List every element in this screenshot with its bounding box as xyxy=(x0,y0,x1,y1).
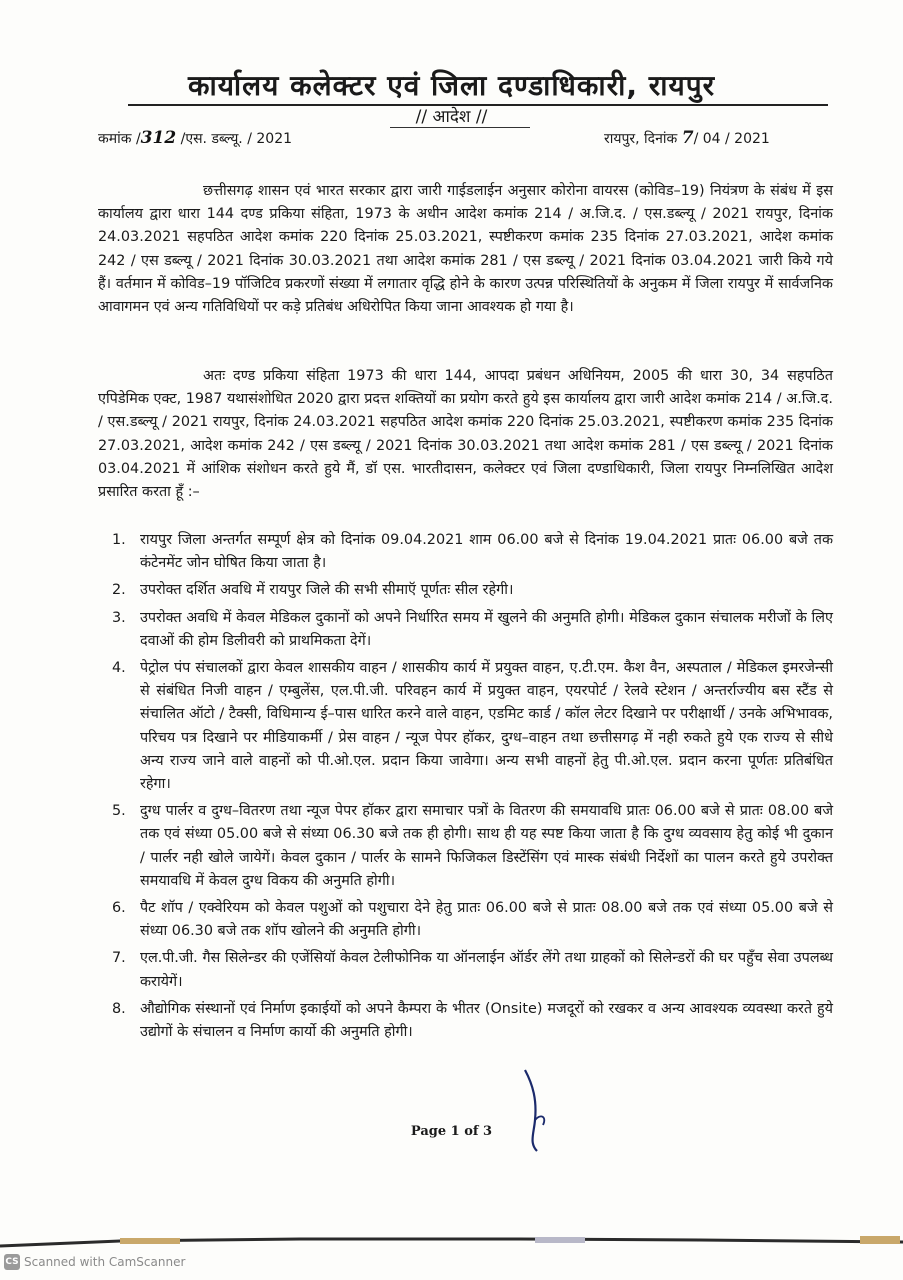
reference-number-suffix: /एस. डब्ल्यू. / 2021 xyxy=(176,131,293,147)
office-title: कार्यालय कलेक्टर एवं जिला दण्डाधिकारी, रायपुर xyxy=(187,69,716,102)
list-item-number: 1. xyxy=(112,532,126,548)
list-item-text: दुग्ध पार्लर व दुग्ध–वितरण तथा न्यूज पेपर हॉकर द्वारा समाचार पत्रों के वितरण की समयावधि प्रातः 06.00 बजे से प्रातः 08.00 बजे तक एवं संध्या 05.00 बजे से संध्या 06.30 बजे तक ही होगी। साथ ही यह स्पष्ट किया जाता है कि दुग्ध व्यवसाय हेतु कोई भी दुकान / पार्लर नही खोले जायेगें। केवल दुकान / पार्लर के सामने फिजिकल डिस्टेंसिंग एवं मास्क संबंधी निर्देशों का पालन करते हुये उपरोक्त समयावधि में केवल दुग्ध विकय की अनुमति होगी। xyxy=(140,803,833,889)
list-item-text: पैट शॉप / एक्वेरियम को केवल पशुओं को पशुचारा देने हेतु प्रातः 06.00 बजे से प्रातः 08.00 बजे तक एवं संध्या 05.00 बजे से संध्या 06.30 बजे तक शॉप खोलने की अनुमति होगी। xyxy=(140,900,833,940)
list-item xyxy=(98,998,833,1044)
reference-date-day: 7 xyxy=(681,128,694,148)
list-item xyxy=(98,947,833,993)
camscanner-watermark xyxy=(4,1254,185,1270)
camscanner-text: Scanned with CamScanner xyxy=(24,1255,186,1269)
reference-number-prefix: कमांक / xyxy=(98,131,141,147)
list-item xyxy=(98,529,833,575)
list-item-number: 2. xyxy=(112,582,126,599)
reference-number xyxy=(98,128,292,148)
list-item-number: 8. xyxy=(112,1000,126,1017)
reference-date-prefix: रायपुर, दिनांक xyxy=(604,131,682,147)
list-item-text: औद्योगिक संस्थानों एवं निर्माण इकाईयों को अपने कैम्परा के भीतर (Onsite) मजदूरों को रखकर व अन्य आवश्यक व्यवस्था करते हुये उद्योगों के संचालन व निर्माण कार्यो की अनुमति होगी। xyxy=(140,1000,833,1041)
page-bottom-edge xyxy=(0,1232,903,1252)
list-item xyxy=(98,800,833,893)
reference-date-rest: / 04 / 2021 xyxy=(693,131,770,147)
list-item xyxy=(98,897,833,943)
list-item-number: 4. xyxy=(112,660,126,677)
list-item-number: 5. xyxy=(112,803,126,820)
order-list xyxy=(98,529,833,1048)
list-item-number: 3. xyxy=(112,609,126,626)
authority-paragraph: अतः दण्ड प्रकिया संहिता 1973 की धारा 144, आपदा प्रबंधन अधिनियम, 2005 की धारा 30, 34 सहपठित एपिडेमिक एक्ट, 1987 यथासंशोधित 2020 द्वारा प्रदत्त शक्तियों का प्रयोग करते हुये इस कार्यालय द्वारा जारी आदेश कमांक 214 / अ.जि.द. / एस.डब्ल्यू / 2021 रायपुर, दिनांक 24.03.2021 सहपठित आदेश कमांक 220 दिनांक 25.03.2021, स्पष्टीकरण कमांक 235 दिनांक 27.03.2021, आदेश कमांक 242 / एस डब्ल्यू / 2021 दिनांक 30.03.2021 तथा आदेश कमांक 281 / एस डब्ल्यू / 2021 दिनांक 03.04.2021 में आंशिक संशोधन करते हुये मैं, डॉ एस. भारतीदासन, कलेक्टर एवं जिला दण्डाधिकारी, जिला रायपुर निम्नलिखित आदेश प्रसारित करता हूँ :– xyxy=(98,368,833,501)
intro-paragraph: छत्तीसगढ़ शासन एवं भारत सरकार द्वारा जारी गाईडलाईन अनुसार कोरोना वायरस (कोविड–19) नियंत्रण के संबंध में इस कार्यालय द्वारा धारा 144 दण्ड प्रकिया संहिता, 1973 के अधीन आदेश कमांक 214 / अ.जि.द. / एस.डब्ल्यू / 2021 रायपुर, दिनांक 24.03.2021 सहपठित आदेश कमांक 220 दिनांक 25.03.2021, स्पष्टीकरण कमांक 235 दिनांक 27.03.2021, आदेश कमांक 242 / एस डब्ल्यू / 2021 दिनांक 30.03.2021 तथा आदेश कमांक 281 / एस डब्ल्यू / 2021 दिनांक 03.04.2021 जारी किये गये हैं। वर्तमान में कोविड–19 पॉजिटिव प्रकरणों संख्या में लगातार वृद्धि होने के कारण उत्पन्न परिस्थितियों के अनुकम में जिला रायपुर में सार्वजनिक आवागमन एवं अन्य गतिविधियों पर कड़े प्रतिबंध अधिरोपित किया जाना आवश्यक हो गया है। xyxy=(98,183,833,316)
page-number: Page 1 of 3 xyxy=(410,1124,493,1139)
list-item-number: 7. xyxy=(112,950,126,967)
list-item-text: उपरोक्त अवधि में केवल मेडिकल दुकानों को अपने निर्धारित समय में खुलने की अनुमति होगी। मेडिकल दुकान संचालक मरीजों के लिए दवाओं की होम डिलीवरी को प्राथमिकता देगें। xyxy=(140,609,833,649)
signature-mark xyxy=(515,1065,555,1155)
order-heading: // आदेश // xyxy=(415,107,488,127)
reference-date xyxy=(604,128,770,148)
list-item-text: रायपुर जिला अन्तर्गत सम्पूर्ण क्षेत्र को दिनांक 09.04.2021 शाम 06.00 बजे से दिनांक 19.04.2021 प्रातः 06.00 बजे तक कंटेनमेंट जोन घोषित किया जाता है। xyxy=(140,532,833,572)
reference-number-value: 312 xyxy=(140,128,177,148)
camscanner-icon: CS xyxy=(4,1254,20,1270)
order-heading-underline xyxy=(390,127,530,128)
list-item-text: पेट्रोल पंप संचालकों द्वारा केवल शासकीय वाहन / शासकीय कार्य में प्रयुक्त वाहन, ए.टी.एम. कैश वैन, अस्पताल / मेडिकल इमरजेन्सी से संबंधित निजी वाहन / एम्बुलेंस, एल.पी.जी. परिवहन कार्य में प्रयुक्त वाहन, एयरपोर्ट / रेलवे स्टेशन / अन्तर्राज्यीय बस स्टैंड से संचालित ऑटो / टैक्सी, विधिमान्य ई–पास धारित करने वाले वाहन, एडमिट कार्ड / कॉल लेटर दिखाने पर परीक्षार्थी / उनके अभिभावक, परिचय पत्र दिखाने पर मीडियाकर्मी / प्रेस वाहन / न्यूज पेपर हॉकर, दुग्ध–वाहन तथा छत्तीसगढ़ में नही रुकते हुये एक राज्य से सीधे अन्य राज्य जाने वाले वाहनों को पी.ओ.एल. प्रदान किया जावेगा। अन्य सभी वाहनों हेतु पी.ओ.एल. प्रदान करना पूर्णतः प्रतिबंधित रहेगा। xyxy=(140,660,833,793)
list-item xyxy=(98,579,833,602)
list-item xyxy=(98,657,833,796)
list-item xyxy=(98,607,833,653)
list-item-number: 6. xyxy=(112,900,126,917)
list-item-text: एल.पी.जी. गैस सिलेन्डर की एजेंसियॉ केवल टेलीफोनिक या ऑनलाईन ऑर्डर लेंगे तथा ग्राहकों को सिलेन्डरों की घर पहुँच सेवा उपलब्ध करायेगें। xyxy=(140,950,833,990)
list-item-text: उपरोक्त दर्शित अवधि में रायपुर जिले की सभी सीमाऍ पूर्णतः सील रहेगी। xyxy=(140,582,514,599)
